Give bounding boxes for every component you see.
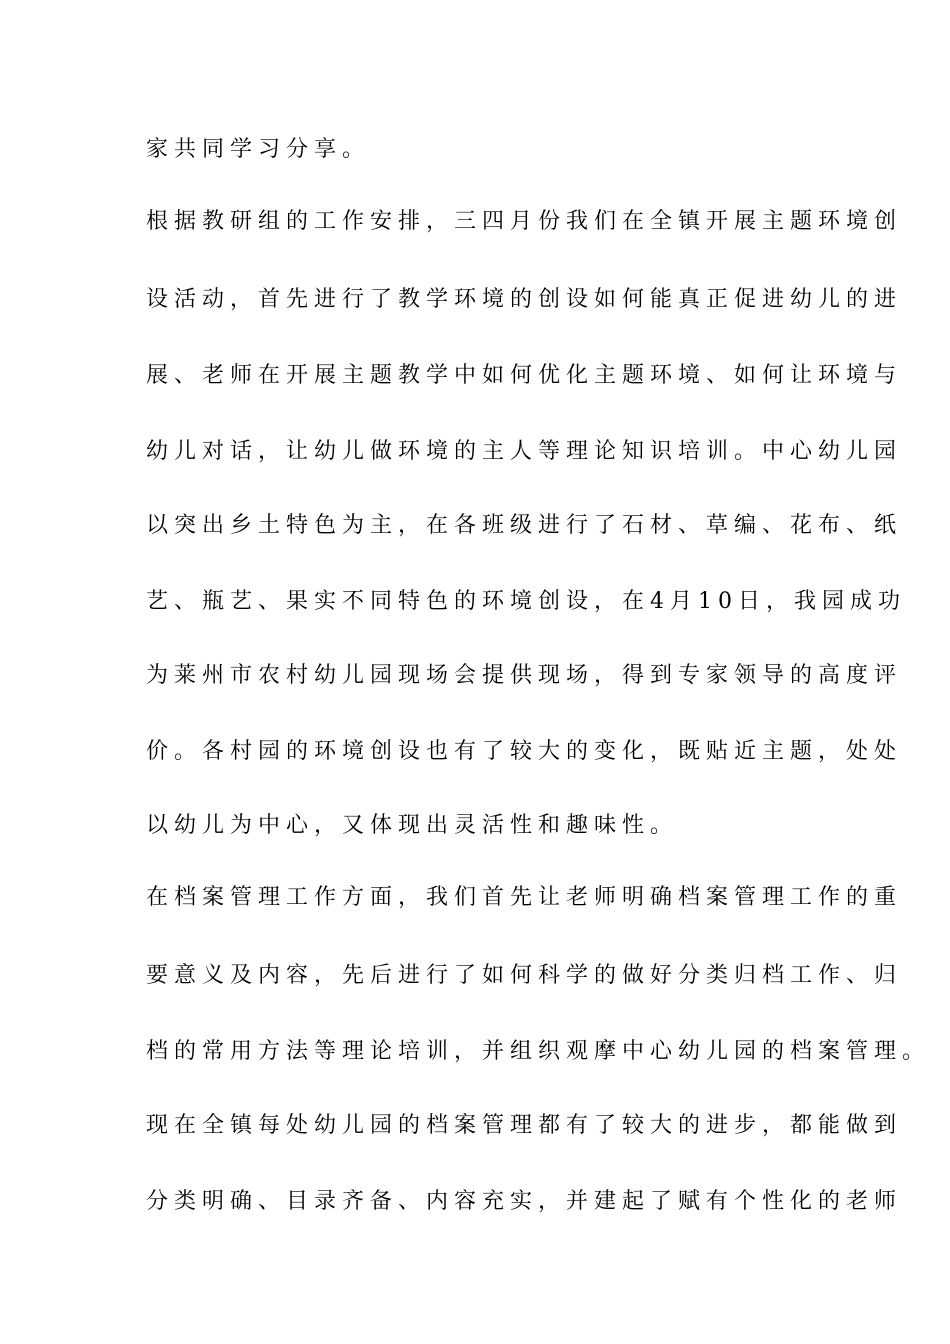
text-line: 展、老师在开展主题教学中如何优化主题环境、如何让环境与 [146, 363, 903, 388]
text-line: 家共同学习分享。 [146, 137, 371, 162]
text-line: 现在全镇每处幼儿园的档案管理都有了较大的进步，都能做到 [146, 1113, 903, 1138]
text-line: 幼儿对话，让幼儿做环境的主人等理论知识培训。中心幼儿园 [146, 439, 903, 464]
text-line: 价。各村园的环境创设也有了较大的变化，既贴近主题，处处 [146, 739, 903, 764]
text-line: 以幼儿为中心，又体现出灵活性和趣味性。 [146, 813, 679, 838]
text-line: 档的常用方法等理论培训，并组织观摩中心幼儿园的档案管理。 [146, 1039, 931, 1064]
text-line: 艺、瓶艺、果实不同特色的环境创设，在4月10日，我园成功 [146, 589, 906, 614]
text-line: 要意义及内容，先后进行了如何科学的做好分类归档工作、归 [146, 963, 903, 988]
text-line: 为莱州市农村幼儿园现场会提供现场，得到专家领导的高度评 [146, 663, 903, 688]
text-line: 在档案管理工作方面，我们首先让老师明确档案管理工作的重 [146, 885, 903, 910]
text-line: 设活动，首先进行了教学环境的创设如何能真正促进幼儿的进 [146, 287, 903, 312]
text-line: 以突出乡土特色为主，在各班级进行了石材、草编、花布、纸 [146, 513, 903, 538]
text-line: 根据教研组的工作安排，三四月份我们在全镇开展主题环境创 [146, 209, 903, 234]
text-line: 分类明确、目录齐备、内容充实，并建起了赋有个性化的老师 [146, 1189, 903, 1214]
